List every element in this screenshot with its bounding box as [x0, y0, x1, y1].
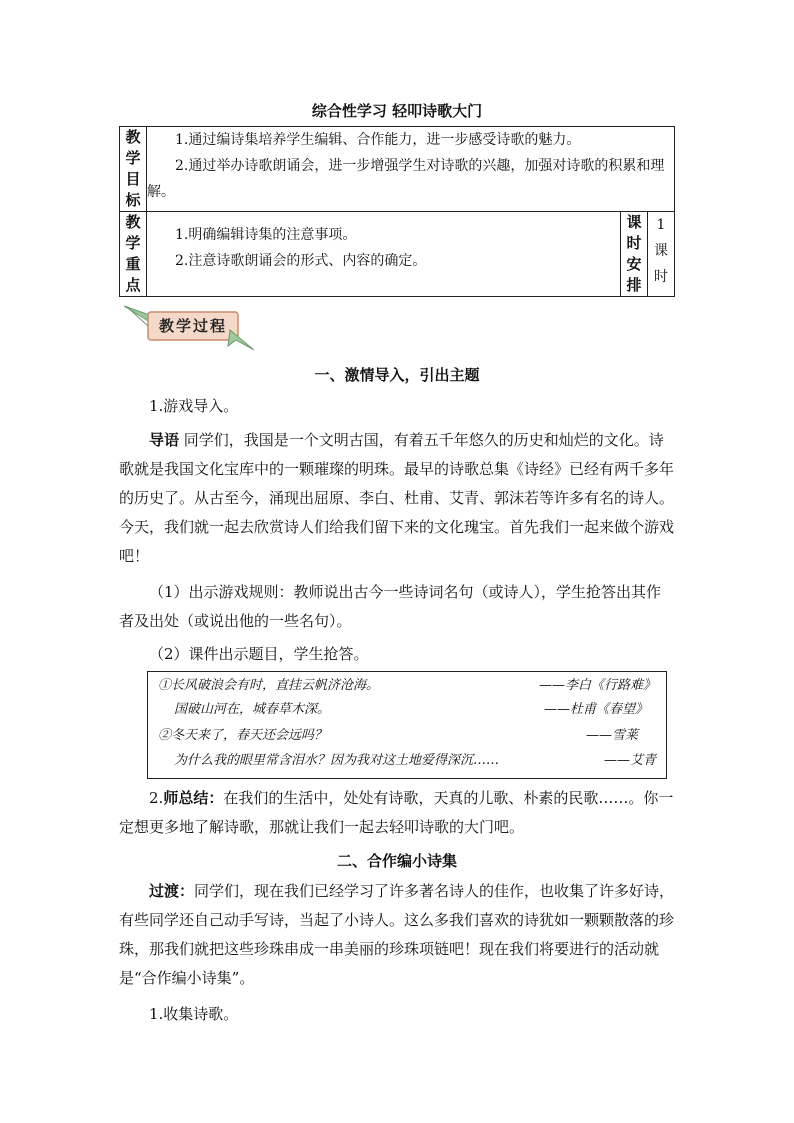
- section1-summary: 2.师总结：在我们的生活中，处处有诗歌，天真的儿歌、朴素的民歌……。你一定想更多地了解诗歌，那就让我们一起去轻叩诗歌的大门吧。: [119, 789, 674, 836]
- poem-quiz-box: [147, 671, 667, 779]
- poem-line: [158, 676, 656, 696]
- section1-item1: 1.游戏导入。: [149, 397, 239, 415]
- goal-line: 1.通过编诗集培养学生编辑、合作能力，进一步感受诗歌的魅力。: [175, 132, 581, 148]
- poem-text: 为什么我的眼里常含泪水？因为我对这土地爱得深沉……: [174, 753, 500, 768]
- poem-line: [158, 726, 656, 746]
- section2-heading: 二、合作编小诗集: [336, 852, 457, 870]
- focus-content: [147, 212, 621, 297]
- goal-line: 2.通过举办诗歌朗诵会，进一步增强学生对诗歌的兴趣，加强对诗歌的积累和理解。: [147, 158, 665, 200]
- poem-source: ——杜甫《春望》: [543, 702, 648, 717]
- process-badge-label: 教学过程: [158, 317, 227, 335]
- hours-value: 1 课 时: [648, 212, 675, 297]
- section1-intro: [119, 426, 675, 571]
- page-title: 综合性学习 轻叩诗歌大门: [311, 102, 483, 120]
- hours-label: 课 时 安 排: [621, 212, 648, 297]
- section1-heading: 一、激情导入，引出主题: [314, 366, 480, 384]
- summary-text: 在我们的生活中，处处有诗歌，天真的儿歌、朴素的民歌……。你一定想更多地了解诗歌，那就让我们一起去轻叩诗歌的大门吧。: [119, 789, 674, 836]
- poem-line: [174, 700, 656, 720]
- poem-source: ——雪莱: [585, 728, 638, 743]
- section2-item1: 1.收集诗歌。: [149, 1005, 239, 1023]
- poem-source: ——李白《行路难》: [538, 678, 656, 693]
- transition-text: 同学们，现在我们已经学习了许多著名诗人的佳作，也收集了许多好诗，有些同学还自己动手写诗，当起了小诗人。这么多我们喜欢的诗犹如一颗颗散落的珍珠，那我们就把这些珍珠串成一串美丽的珍珠项链吧！现在我们将要进行的活动就是“合作编小诗集”。: [119, 882, 675, 987]
- transition-label: 过渡：: [149, 882, 195, 900]
- poem-text: 国破山河在，城春草木深。: [174, 702, 331, 717]
- intro-text: 同学们，我国是一个文明古国，有着五千年悠久的历史和灿烂的文化。诗歌就是我国文化宝库中的一颗璀璨的明珠。最早的诗歌总集《诗经》已经有两千多年的历史了。从古至今，涌现出屈原、李白、杜甫、艾青、郭沫若等许多有名的诗人。今天，我们就一起去欣赏诗人们给我们留下来的文化瑰宝。首先我们一起来做个游戏吧！: [119, 431, 675, 565]
- focus-label: 教 学 重 点: [120, 212, 147, 297]
- poem-source: ——艾青: [603, 753, 656, 768]
- focus-line: 2.注意诗歌朗诵会的形式、内容的确定。: [175, 253, 427, 269]
- poem-text: ②冬天来了，春天还会远吗？: [158, 728, 328, 743]
- section1-rule2: （2）课件出示题目，学生抢答。: [149, 645, 369, 663]
- section2-transition: [119, 877, 675, 993]
- goal-content: [147, 127, 675, 212]
- lesson-info-table: [119, 126, 675, 297]
- goal-label: 教 学 目 标: [120, 127, 147, 212]
- section1-rule1: （1）出示游戏规则：教师说出古今一些诗词名句（或诗人），学生抢答出其作者及出处（或说出他的一些名句）。: [119, 583, 662, 630]
- focus-line: 1.明确编辑诗集的注意事项。: [175, 227, 357, 243]
- poem-line: [174, 751, 656, 771]
- poem-text: ①长风破浪会有时，直挂云帆济沧海。: [158, 678, 380, 693]
- summary-label: 师总结：: [163, 789, 224, 807]
- intro-label: 导语: [149, 431, 180, 449]
